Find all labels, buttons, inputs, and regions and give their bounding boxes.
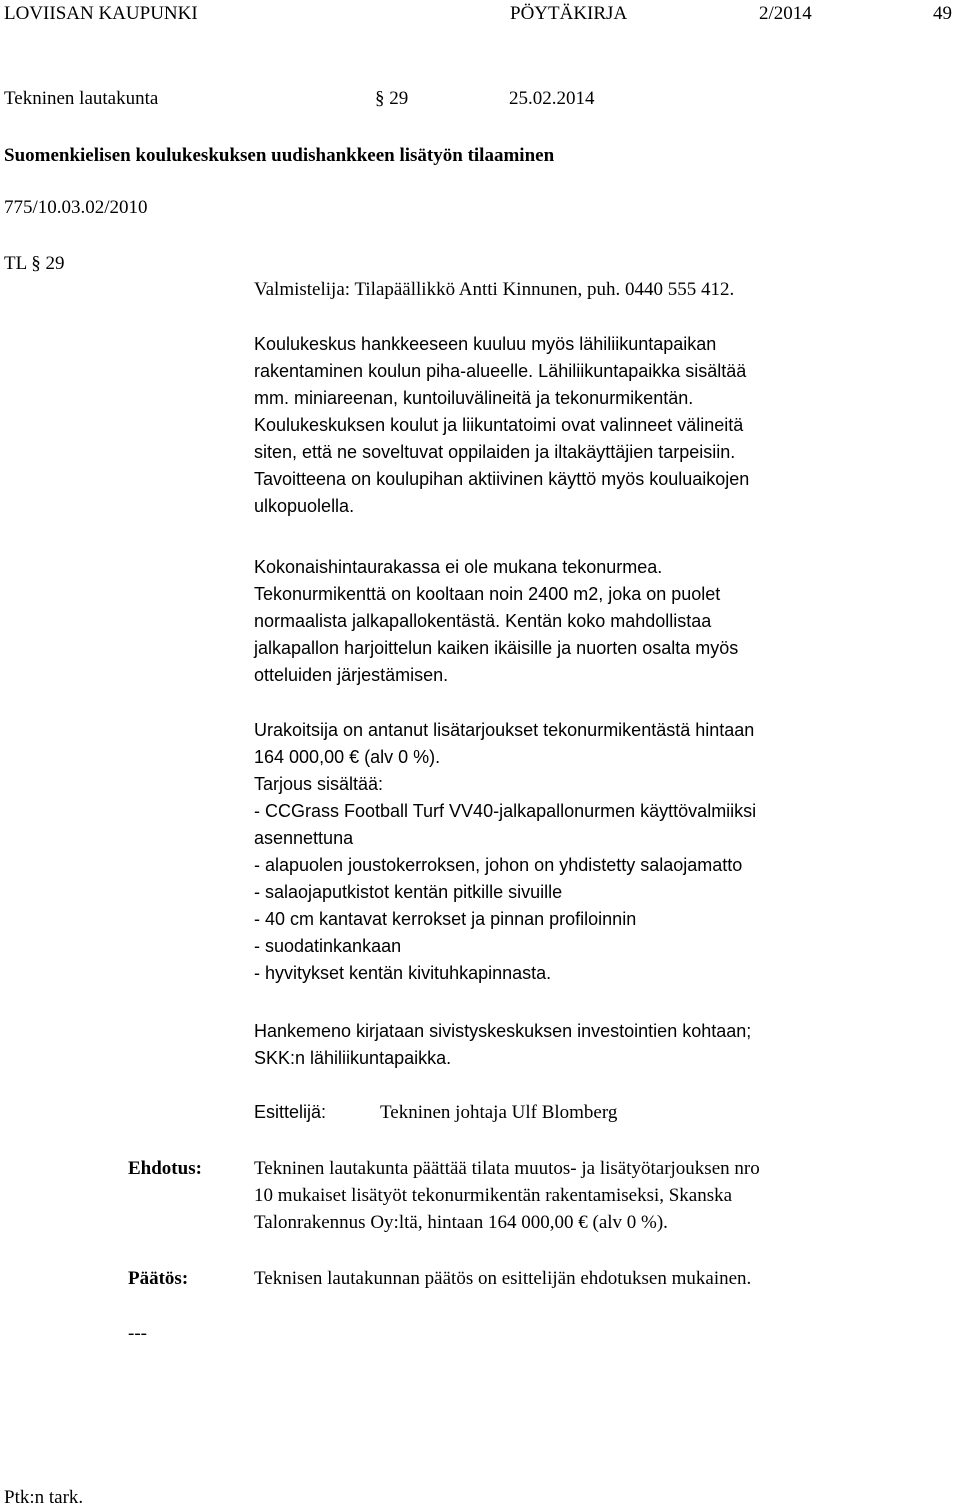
paragraph-line: Koulukeskus hankkeeseen kuuluu myös lähiliikuntapaikan	[254, 334, 717, 354]
paragraph-2	[254, 554, 954, 689]
paragraph-line: Tarjous sisältää:	[254, 774, 384, 794]
proposal-text	[254, 1155, 954, 1236]
header-issue: 2/2014	[759, 3, 812, 24]
paragraph-line: 164 000,00 € (alv 0 %).	[254, 747, 441, 767]
paragraph-line: ulkopuolella.	[254, 496, 355, 516]
paragraph-line: Urakoitsija on antanut lisätarjoukset tekonurmikentästä hintaan	[254, 720, 755, 740]
decision-label: Päätös:	[128, 1268, 189, 1289]
proposal-line: Tekninen lautakunta päättää tilata muutos- ja lisätyötarjouksen nro	[254, 1158, 760, 1179]
proposal-line: Talonrakennus Oy:ltä, hintaan 164 000,00 € (alv 0 %).	[254, 1212, 668, 1233]
proposal-label: Ehdotus:	[128, 1158, 202, 1179]
paragraph-line: - hyvitykset kentän kivituhkapinnasta.	[254, 963, 552, 983]
paragraph-line: Koulukeskuksen koulut ja liikuntatoimi ovat valinneet välineitä	[254, 415, 744, 435]
reference-number: 775/10.03.02/2010	[4, 197, 148, 218]
separator: ---	[128, 1323, 147, 1344]
meeting-section: § 29	[375, 88, 409, 109]
header-page-number: 49	[933, 3, 952, 24]
footer-minutes-check: Ptk:n tark.	[4, 1487, 84, 1508]
decision-text: Teknisen lautakunnan päätös on esittelijän ehdotuksen mukainen.	[254, 1268, 752, 1289]
paragraph-line: Kokonaishintaurakassa ei ole mukana tekonurmea.	[254, 557, 663, 577]
meeting-body: Tekninen lautakunta	[4, 88, 159, 109]
paragraph-line: asennettuna	[254, 828, 354, 848]
paragraph-line: - salaojaputkistot kentän pitkille sivuille	[254, 882, 563, 902]
tl-section-ref: TL § 29	[4, 253, 65, 274]
proposal-line: 10 mukaiset lisätyöt tekonurmikentän rakentamiseksi, Skanska	[254, 1185, 733, 1206]
paragraph-line: - alapuolen joustokerroksen, johon on yhdistetty salaojamatto	[254, 855, 743, 875]
paragraph-line: - suodatinkankaan	[254, 936, 402, 956]
paragraph-line: Hankemeno kirjataan sivistyskeskuksen investointien kohtaan;	[254, 1021, 752, 1041]
paragraph-line: SKK:n lähiliikuntapaikka.	[254, 1048, 452, 1068]
header-doc-type: PÖYTÄKIRJA	[510, 3, 628, 24]
presenter-value: Tekninen johtaja Ulf Blomberg	[380, 1102, 618, 1123]
paragraph-line: - 40 cm kantavat kerrokset ja pinnan profiloinnin	[254, 909, 637, 929]
paragraph-line: otteluiden järjestämisen.	[254, 665, 449, 685]
paragraph-line: siten, että ne soveltuvat oppilaiden ja iltakäyttäjien tarpeisiin.	[254, 442, 736, 462]
paragraph-line: rakentaminen koulun piha-alueelle. Lähiliikuntapaikka sisältää	[254, 361, 747, 381]
paragraph-line: Tekonurmikenttä on kooltaan noin 2400 m2, joka on puolet	[254, 584, 721, 604]
paragraph-line: mm. miniareenan, kuntoiluvälineitä ja tekonurmikentän.	[254, 388, 694, 408]
paragraph-line: Tavoitteena on koulupihan aktiivinen käyttö myös kouluaikojen	[254, 469, 750, 489]
paragraph-line: normaalista jalkapallokentästä. Kentän koko mahdollistaa	[254, 611, 712, 631]
paragraph-1	[254, 331, 954, 520]
presenter-label: Esittelijä:	[254, 1102, 327, 1122]
document-title: Suomenkielisen koulukeskuksen uudishankkeen lisätyön tilaaminen	[4, 145, 555, 166]
paragraph-line: jalkapallon harjoittelun kaiken ikäisille ja nuorten osalta myös	[254, 638, 739, 658]
paragraph-line: - CCGrass Football Turf VV40-jalkapallonurmen käyttövalmiiksi	[254, 801, 757, 821]
paragraph-3	[254, 717, 954, 987]
header-org: LOVIISAN KAUPUNKI	[4, 3, 198, 24]
preparer: Valmistelija: Tilapäällikkö Antti Kinnunen, puh. 0440 555 412.	[254, 279, 735, 300]
meeting-date: 25.02.2014	[509, 88, 595, 109]
paragraph-4	[254, 1018, 954, 1072]
